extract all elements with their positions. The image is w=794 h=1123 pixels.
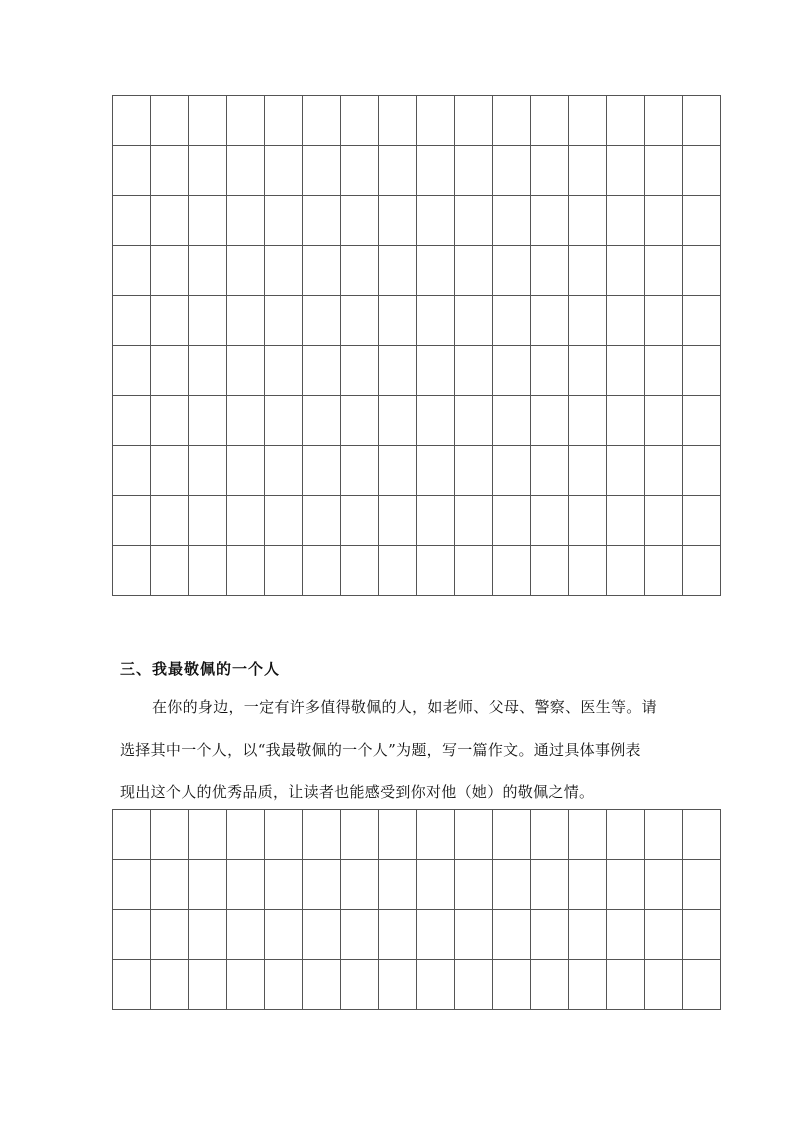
grid-cell[interactable] (455, 496, 493, 546)
grid-cell[interactable] (227, 446, 265, 496)
grid-cell[interactable] (341, 496, 379, 546)
grid-cell[interactable] (189, 960, 227, 1010)
grid-cell[interactable] (189, 296, 227, 346)
grid-cell[interactable] (303, 346, 341, 396)
grid-cell[interactable] (607, 196, 645, 246)
grid-cell[interactable] (683, 496, 721, 546)
grid-row (113, 960, 721, 1010)
grid-cell[interactable] (645, 910, 683, 960)
grid-cell[interactable] (531, 860, 569, 910)
grid-cell[interactable] (531, 496, 569, 546)
grid-cell[interactable] (189, 396, 227, 446)
grid-cell[interactable] (189, 346, 227, 396)
grid-cell[interactable] (151, 446, 189, 496)
grid-cell[interactable] (379, 546, 417, 596)
grid-cell[interactable] (189, 146, 227, 196)
writing-grid-top (112, 95, 721, 596)
grid-cell[interactable] (379, 810, 417, 860)
grid-cell[interactable] (683, 246, 721, 296)
grid-cell[interactable] (189, 860, 227, 910)
grid-cell[interactable] (569, 546, 607, 596)
grid-cell[interactable] (417, 446, 455, 496)
grid-cell[interactable] (683, 546, 721, 596)
grid-cell[interactable] (645, 496, 683, 546)
grid-cell[interactable] (265, 246, 303, 296)
grid-cell[interactable] (113, 860, 151, 910)
grid-cell[interactable] (227, 96, 265, 146)
grid-cell[interactable] (645, 246, 683, 296)
grid-cell[interactable] (683, 146, 721, 196)
grid-cell[interactable] (189, 196, 227, 246)
grid-cell[interactable] (683, 96, 721, 146)
grid-cell[interactable] (113, 246, 151, 296)
grid-cell[interactable] (417, 346, 455, 396)
grid-cell[interactable] (379, 860, 417, 910)
grid-cell[interactable] (227, 346, 265, 396)
grid-cell[interactable] (227, 546, 265, 596)
grid-cell[interactable] (227, 246, 265, 296)
grid-cell[interactable] (569, 396, 607, 446)
grid-cell[interactable] (341, 810, 379, 860)
grid-cell[interactable] (341, 860, 379, 910)
grid-cell[interactable] (341, 296, 379, 346)
grid-cell[interactable] (531, 960, 569, 1010)
grid-cell[interactable] (607, 246, 645, 296)
grid-cell[interactable] (151, 96, 189, 146)
grid-cell[interactable] (151, 346, 189, 396)
grid-cell[interactable] (265, 146, 303, 196)
grid-cell[interactable] (645, 396, 683, 446)
grid-cell[interactable] (303, 96, 341, 146)
grid-cell[interactable] (113, 546, 151, 596)
grid-cell[interactable] (265, 860, 303, 910)
grid-cell[interactable] (189, 246, 227, 296)
writing-grid-bottom (112, 809, 721, 1010)
grid-cell[interactable] (341, 960, 379, 1010)
grid-cell[interactable] (303, 960, 341, 1010)
grid-cell[interactable] (645, 96, 683, 146)
grid-cell[interactable] (303, 196, 341, 246)
grid-cell[interactable] (113, 496, 151, 546)
grid-cell[interactable] (531, 246, 569, 296)
grid-cell[interactable] (607, 910, 645, 960)
grid-cell[interactable] (455, 296, 493, 346)
grid-cell[interactable] (607, 960, 645, 1010)
grid-cell[interactable] (531, 396, 569, 446)
grid-cell[interactable] (493, 396, 531, 446)
grid-cell[interactable] (455, 910, 493, 960)
grid-cell[interactable] (417, 146, 455, 196)
grid-cell[interactable] (265, 810, 303, 860)
grid-cell[interactable] (645, 346, 683, 396)
grid-cell[interactable] (189, 810, 227, 860)
grid-cell[interactable] (303, 860, 341, 910)
grid-cell[interactable] (113, 96, 151, 146)
grid-cell[interactable] (569, 810, 607, 860)
grid-cell[interactable] (113, 196, 151, 246)
grid-cell[interactable] (303, 246, 341, 296)
grid-cell[interactable] (455, 810, 493, 860)
grid-cell[interactable] (341, 910, 379, 960)
grid-row (113, 810, 721, 860)
grid-cell[interactable] (417, 546, 455, 596)
grid-cell[interactable] (151, 246, 189, 296)
grid-cell[interactable] (683, 860, 721, 910)
grid-cell[interactable] (379, 960, 417, 1010)
grid-cell[interactable] (303, 546, 341, 596)
grid-cell[interactable] (303, 396, 341, 446)
grid-cell[interactable] (265, 196, 303, 246)
grid-cell[interactable] (265, 446, 303, 496)
prompt-line-2: 选择其中一个人，以“我最敬佩的一个人”为题，写一篇作文。通过具体事例表 (120, 741, 641, 759)
grid-cell[interactable] (417, 246, 455, 296)
grid-cell[interactable] (265, 296, 303, 346)
grid-cell[interactable] (455, 246, 493, 296)
grid-cell[interactable] (151, 546, 189, 596)
grid-cell[interactable] (227, 860, 265, 910)
grid-cell[interactable] (531, 96, 569, 146)
grid-row (113, 96, 721, 146)
grid-cell[interactable] (607, 346, 645, 396)
grid-cell[interactable] (455, 96, 493, 146)
grid-cell[interactable] (417, 396, 455, 446)
grid-cell[interactable] (379, 496, 417, 546)
grid-row (113, 296, 721, 346)
grid-cell[interactable] (607, 446, 645, 496)
grid-row (113, 246, 721, 296)
grid-cell[interactable] (493, 496, 531, 546)
grid-cell[interactable] (417, 960, 455, 1010)
grid-cell[interactable] (113, 296, 151, 346)
grid-row (113, 396, 721, 446)
grid-cell[interactable] (493, 346, 531, 396)
grid-cell[interactable] (379, 396, 417, 446)
grid-cell[interactable] (113, 810, 151, 860)
grid-cell[interactable] (455, 346, 493, 396)
grid-cell[interactable] (341, 196, 379, 246)
grid-cell[interactable] (189, 496, 227, 546)
grid-cell[interactable] (303, 146, 341, 196)
grid-cell[interactable] (645, 810, 683, 860)
grid-cell[interactable] (607, 496, 645, 546)
grid-cell[interactable] (113, 396, 151, 446)
grid-cell[interactable] (645, 146, 683, 196)
grid-cell[interactable] (265, 96, 303, 146)
grid-cell[interactable] (227, 196, 265, 246)
grid-cell[interactable] (531, 196, 569, 246)
grid-cell[interactable] (227, 146, 265, 196)
grid-cell[interactable] (303, 296, 341, 346)
grid-cell[interactable] (645, 446, 683, 496)
grid-cell[interactable] (645, 296, 683, 346)
grid-cell[interactable] (417, 810, 455, 860)
grid-cell[interactable] (455, 446, 493, 496)
grid-cell[interactable] (531, 346, 569, 396)
grid-cell[interactable] (227, 396, 265, 446)
grid-cell[interactable] (531, 146, 569, 196)
grid-cell[interactable] (569, 246, 607, 296)
grid-cell[interactable] (607, 396, 645, 446)
grid-cell[interactable] (455, 960, 493, 1010)
grid-cell[interactable] (265, 496, 303, 546)
grid-cell[interactable] (645, 546, 683, 596)
grid-cell[interactable] (227, 296, 265, 346)
grid-cell[interactable] (455, 196, 493, 246)
grid-cell[interactable] (265, 910, 303, 960)
grid-cell[interactable] (455, 396, 493, 446)
grid-cell[interactable] (265, 396, 303, 446)
grid-row (113, 496, 721, 546)
grid-cell[interactable] (683, 196, 721, 246)
grid-cell[interactable] (493, 246, 531, 296)
grid-cell[interactable] (493, 960, 531, 1010)
grid-cell[interactable] (151, 810, 189, 860)
grid-cell[interactable] (493, 296, 531, 346)
grid-cell[interactable] (493, 810, 531, 860)
grid-cell[interactable] (683, 346, 721, 396)
grid-cell[interactable] (341, 146, 379, 196)
grid-cell[interactable] (151, 296, 189, 346)
grid-cell[interactable] (341, 346, 379, 396)
grid-cell[interactable] (455, 546, 493, 596)
grid-cell[interactable] (151, 196, 189, 246)
grid-cell[interactable] (417, 910, 455, 960)
grid-cell[interactable] (303, 810, 341, 860)
grid-cell[interactable] (683, 810, 721, 860)
grid-cell[interactable] (683, 296, 721, 346)
grid-cell[interactable] (569, 96, 607, 146)
grid-cell[interactable] (645, 860, 683, 910)
grid-cell[interactable] (493, 196, 531, 246)
grid-cell[interactable] (683, 910, 721, 960)
grid-cell[interactable] (379, 446, 417, 496)
grid-row (113, 860, 721, 910)
grid-cell[interactable] (189, 446, 227, 496)
grid-cell[interactable] (417, 96, 455, 146)
grid-cell[interactable] (379, 246, 417, 296)
grid-cell[interactable] (569, 910, 607, 960)
grid-cell[interactable] (303, 910, 341, 960)
grid-cell[interactable] (113, 346, 151, 396)
section-title: 三、我最敬佩的一个人 (120, 660, 281, 678)
grid-cell[interactable] (379, 96, 417, 146)
grid-cell[interactable] (683, 446, 721, 496)
grid-cell[interactable] (531, 810, 569, 860)
grid-cell[interactable] (531, 446, 569, 496)
grid-cell[interactable] (341, 446, 379, 496)
grid-cell[interactable] (303, 496, 341, 546)
grid-cell[interactable] (569, 346, 607, 396)
grid-cell[interactable] (569, 146, 607, 196)
grid-cell[interactable] (493, 446, 531, 496)
grid-cell[interactable] (341, 246, 379, 296)
grid-cell[interactable] (151, 496, 189, 546)
grid-cell[interactable] (493, 96, 531, 146)
grid-cell[interactable] (341, 396, 379, 446)
grid-cell[interactable] (455, 860, 493, 910)
grid-cell[interactable] (569, 860, 607, 910)
grid-cell[interactable] (683, 960, 721, 1010)
grid-cell[interactable] (189, 910, 227, 960)
grid-cell[interactable] (569, 196, 607, 246)
grid-row (113, 146, 721, 196)
grid-cell[interactable] (151, 910, 189, 960)
grid-cell[interactable] (265, 346, 303, 396)
grid-cell[interactable] (379, 346, 417, 396)
grid-row (113, 910, 721, 960)
grid-cell[interactable] (493, 910, 531, 960)
grid-cell[interactable] (531, 546, 569, 596)
grid-cell[interactable] (303, 446, 341, 496)
grid-cell[interactable] (455, 146, 493, 196)
grid-cell[interactable] (569, 960, 607, 1010)
grid-cell[interactable] (607, 146, 645, 196)
grid-cell[interactable] (113, 910, 151, 960)
grid-row (113, 346, 721, 396)
grid-cell[interactable] (113, 960, 151, 1010)
grid-cell[interactable] (113, 446, 151, 496)
grid-cell[interactable] (227, 910, 265, 960)
grid-cell[interactable] (645, 196, 683, 246)
grid-cell[interactable] (151, 860, 189, 910)
grid-cell[interactable] (265, 960, 303, 1010)
grid-cell[interactable] (417, 496, 455, 546)
grid-cell[interactable] (417, 860, 455, 910)
grid-cell[interactable] (569, 496, 607, 546)
grid-cell[interactable] (607, 546, 645, 596)
grid-cell[interactable] (379, 196, 417, 246)
grid-cell[interactable] (607, 860, 645, 910)
grid-cell[interactable] (151, 396, 189, 446)
grid-cell[interactable] (493, 546, 531, 596)
grid-cell[interactable] (151, 960, 189, 1010)
grid-cell[interactable] (227, 810, 265, 860)
grid-row (113, 446, 721, 496)
grid-cell[interactable] (341, 546, 379, 596)
grid-cell[interactable] (569, 296, 607, 346)
grid-cell[interactable] (607, 296, 645, 346)
grid-cell[interactable] (189, 546, 227, 596)
grid-cell[interactable] (265, 546, 303, 596)
grid-cell[interactable] (417, 196, 455, 246)
grid-cell[interactable] (607, 96, 645, 146)
grid-cell[interactable] (607, 810, 645, 860)
grid-cell[interactable] (531, 910, 569, 960)
grid-cell[interactable] (493, 860, 531, 910)
grid-cell[interactable] (379, 296, 417, 346)
grid-row (113, 546, 721, 596)
grid-row (113, 196, 721, 246)
grid-cell[interactable] (379, 910, 417, 960)
prompt-line-3: 现出这个人的优秀品质，让读者也能感受到你对他（她）的敬佩之情。 (120, 783, 595, 801)
grid-cell[interactable] (189, 96, 227, 146)
grid-cell[interactable] (151, 146, 189, 196)
grid-cell[interactable] (341, 96, 379, 146)
prompt-line-1: 在你的身边，一定有许多值得敬佩的人，如老师、父母、警察、医生等。请 (152, 698, 657, 716)
grid-cell[interactable] (113, 146, 151, 196)
grid-cell[interactable] (417, 296, 455, 346)
grid-cell[interactable] (227, 960, 265, 1010)
grid-cell[interactable] (645, 960, 683, 1010)
grid-cell[interactable] (569, 446, 607, 496)
grid-cell[interactable] (227, 496, 265, 546)
grid-cell[interactable] (531, 296, 569, 346)
grid-cell[interactable] (379, 146, 417, 196)
grid-cell[interactable] (493, 146, 531, 196)
grid-cell[interactable] (683, 396, 721, 446)
